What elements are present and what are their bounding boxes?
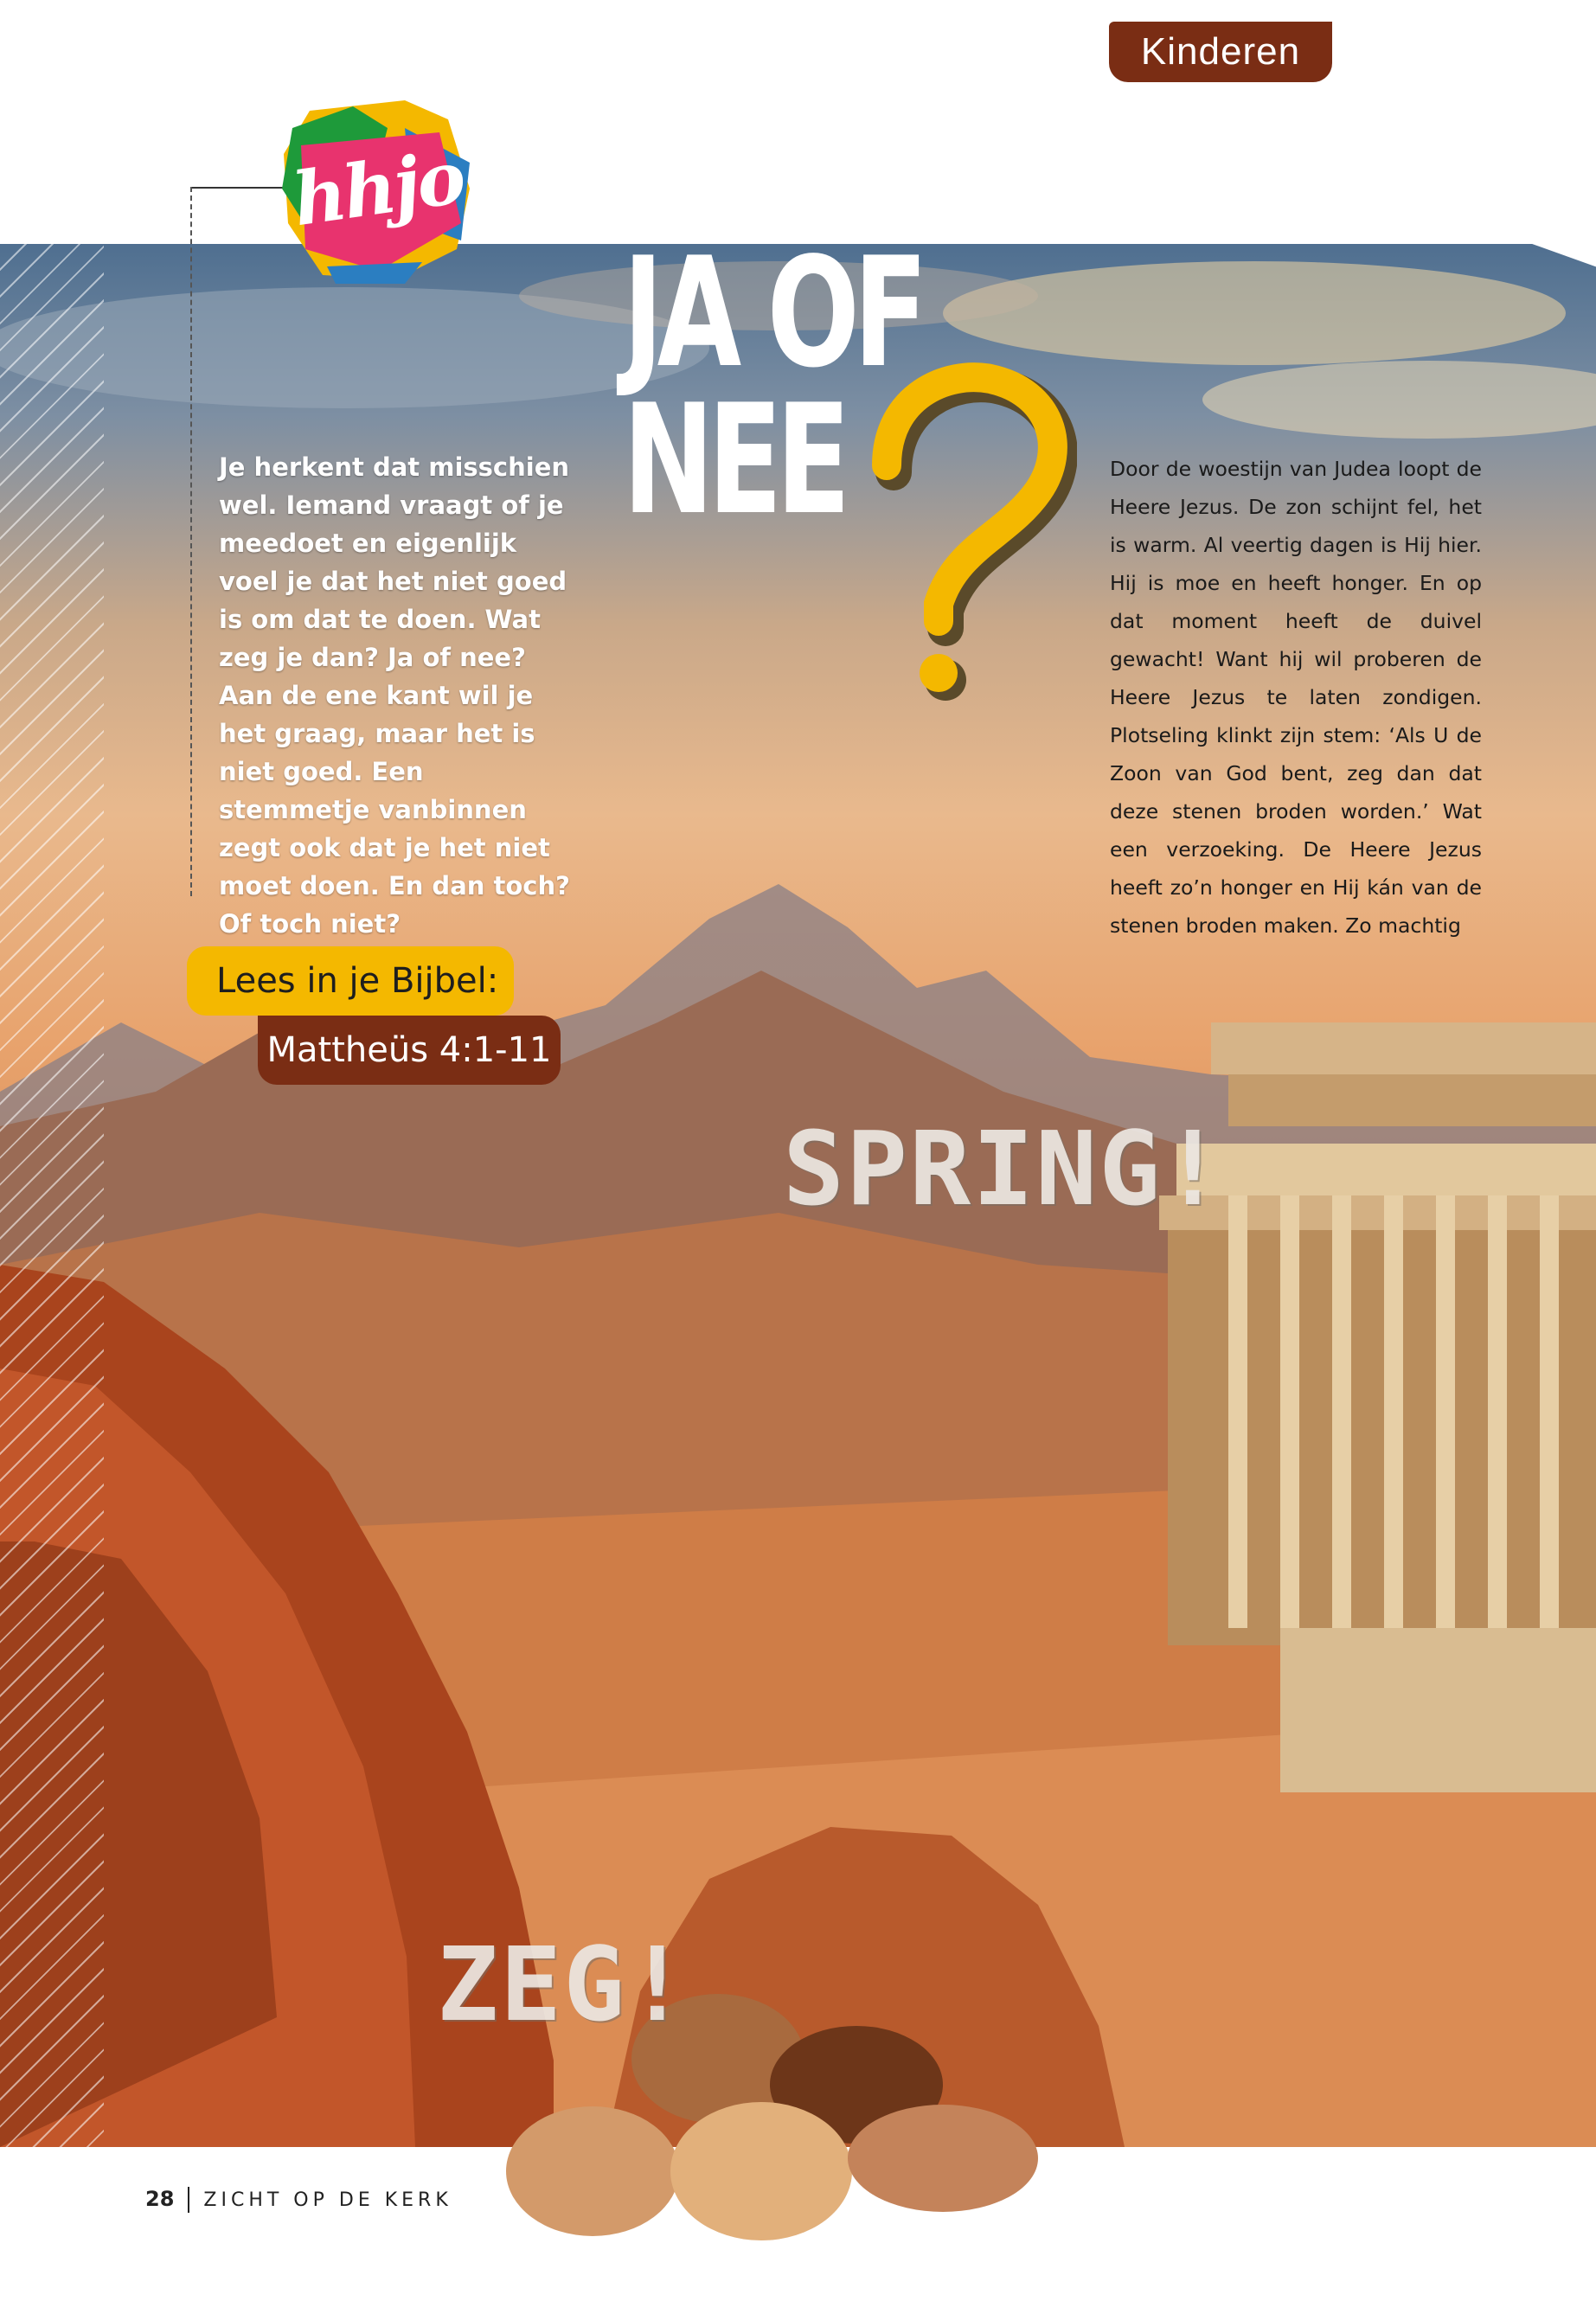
page-footer: [145, 2187, 452, 2213]
diagonal-hatch-decoration: [0, 244, 104, 2147]
footer-divider: [188, 2187, 189, 2213]
frame-line-horizontal: [190, 187, 285, 189]
spring-stamp: SPRING!: [783, 1109, 1226, 1228]
question-mark-icon: [852, 362, 1077, 708]
section-tab: Kinderen: [1109, 22, 1332, 82]
bible-label: Lees in je Bijbel:: [187, 946, 514, 1016]
magazine-name: ZICHT OP DE KERK: [203, 2189, 452, 2211]
zeg-stamp: ZEG!: [437, 1925, 690, 2044]
intro-paragraph: Je herkent dat misschien wel. Iemand vraagt of je meedoet en eigenlijk voel je dat het niet goed is om dat te doen. Wat zeg je dan? Ja of nee? Aan de ene kant wil je het graag, maar het is niet goed. Een stemmetje vanbinnen zegt ook dat je het niet moet doen. En dan toch? Of toch niet?: [219, 452, 570, 939]
title-line-2: NEE: [623, 373, 844, 548]
body-paragraph: Door de woestijn van Judea loopt de Heere Jezus. De zon schijnt fel, het is warm. Al veertig dagen is Hij hier. Hij is moe en heeft honger. En op dat moment heeft de duivel gewacht! Want hij wil proberen de Heere Jezus te laten zondigen. Plotseling klinkt zijn stem: ‘Als U de Zoon van God bent, zeg dan dat deze stenen broden worden.’ Wat een verzoeking. De Heere Jezus heeft zo’n honger en Hij kán van de stenen broden maken. Zo machtig: [1110, 457, 1482, 938]
frame-line-dashed: [190, 187, 192, 896]
bible-reference: Mattheüs 4:1-11: [258, 1016, 561, 1085]
title-line-1: JA OF: [623, 226, 922, 401]
page-number: 28: [145, 2187, 175, 2211]
logo-text: hhjo: [287, 133, 469, 243]
